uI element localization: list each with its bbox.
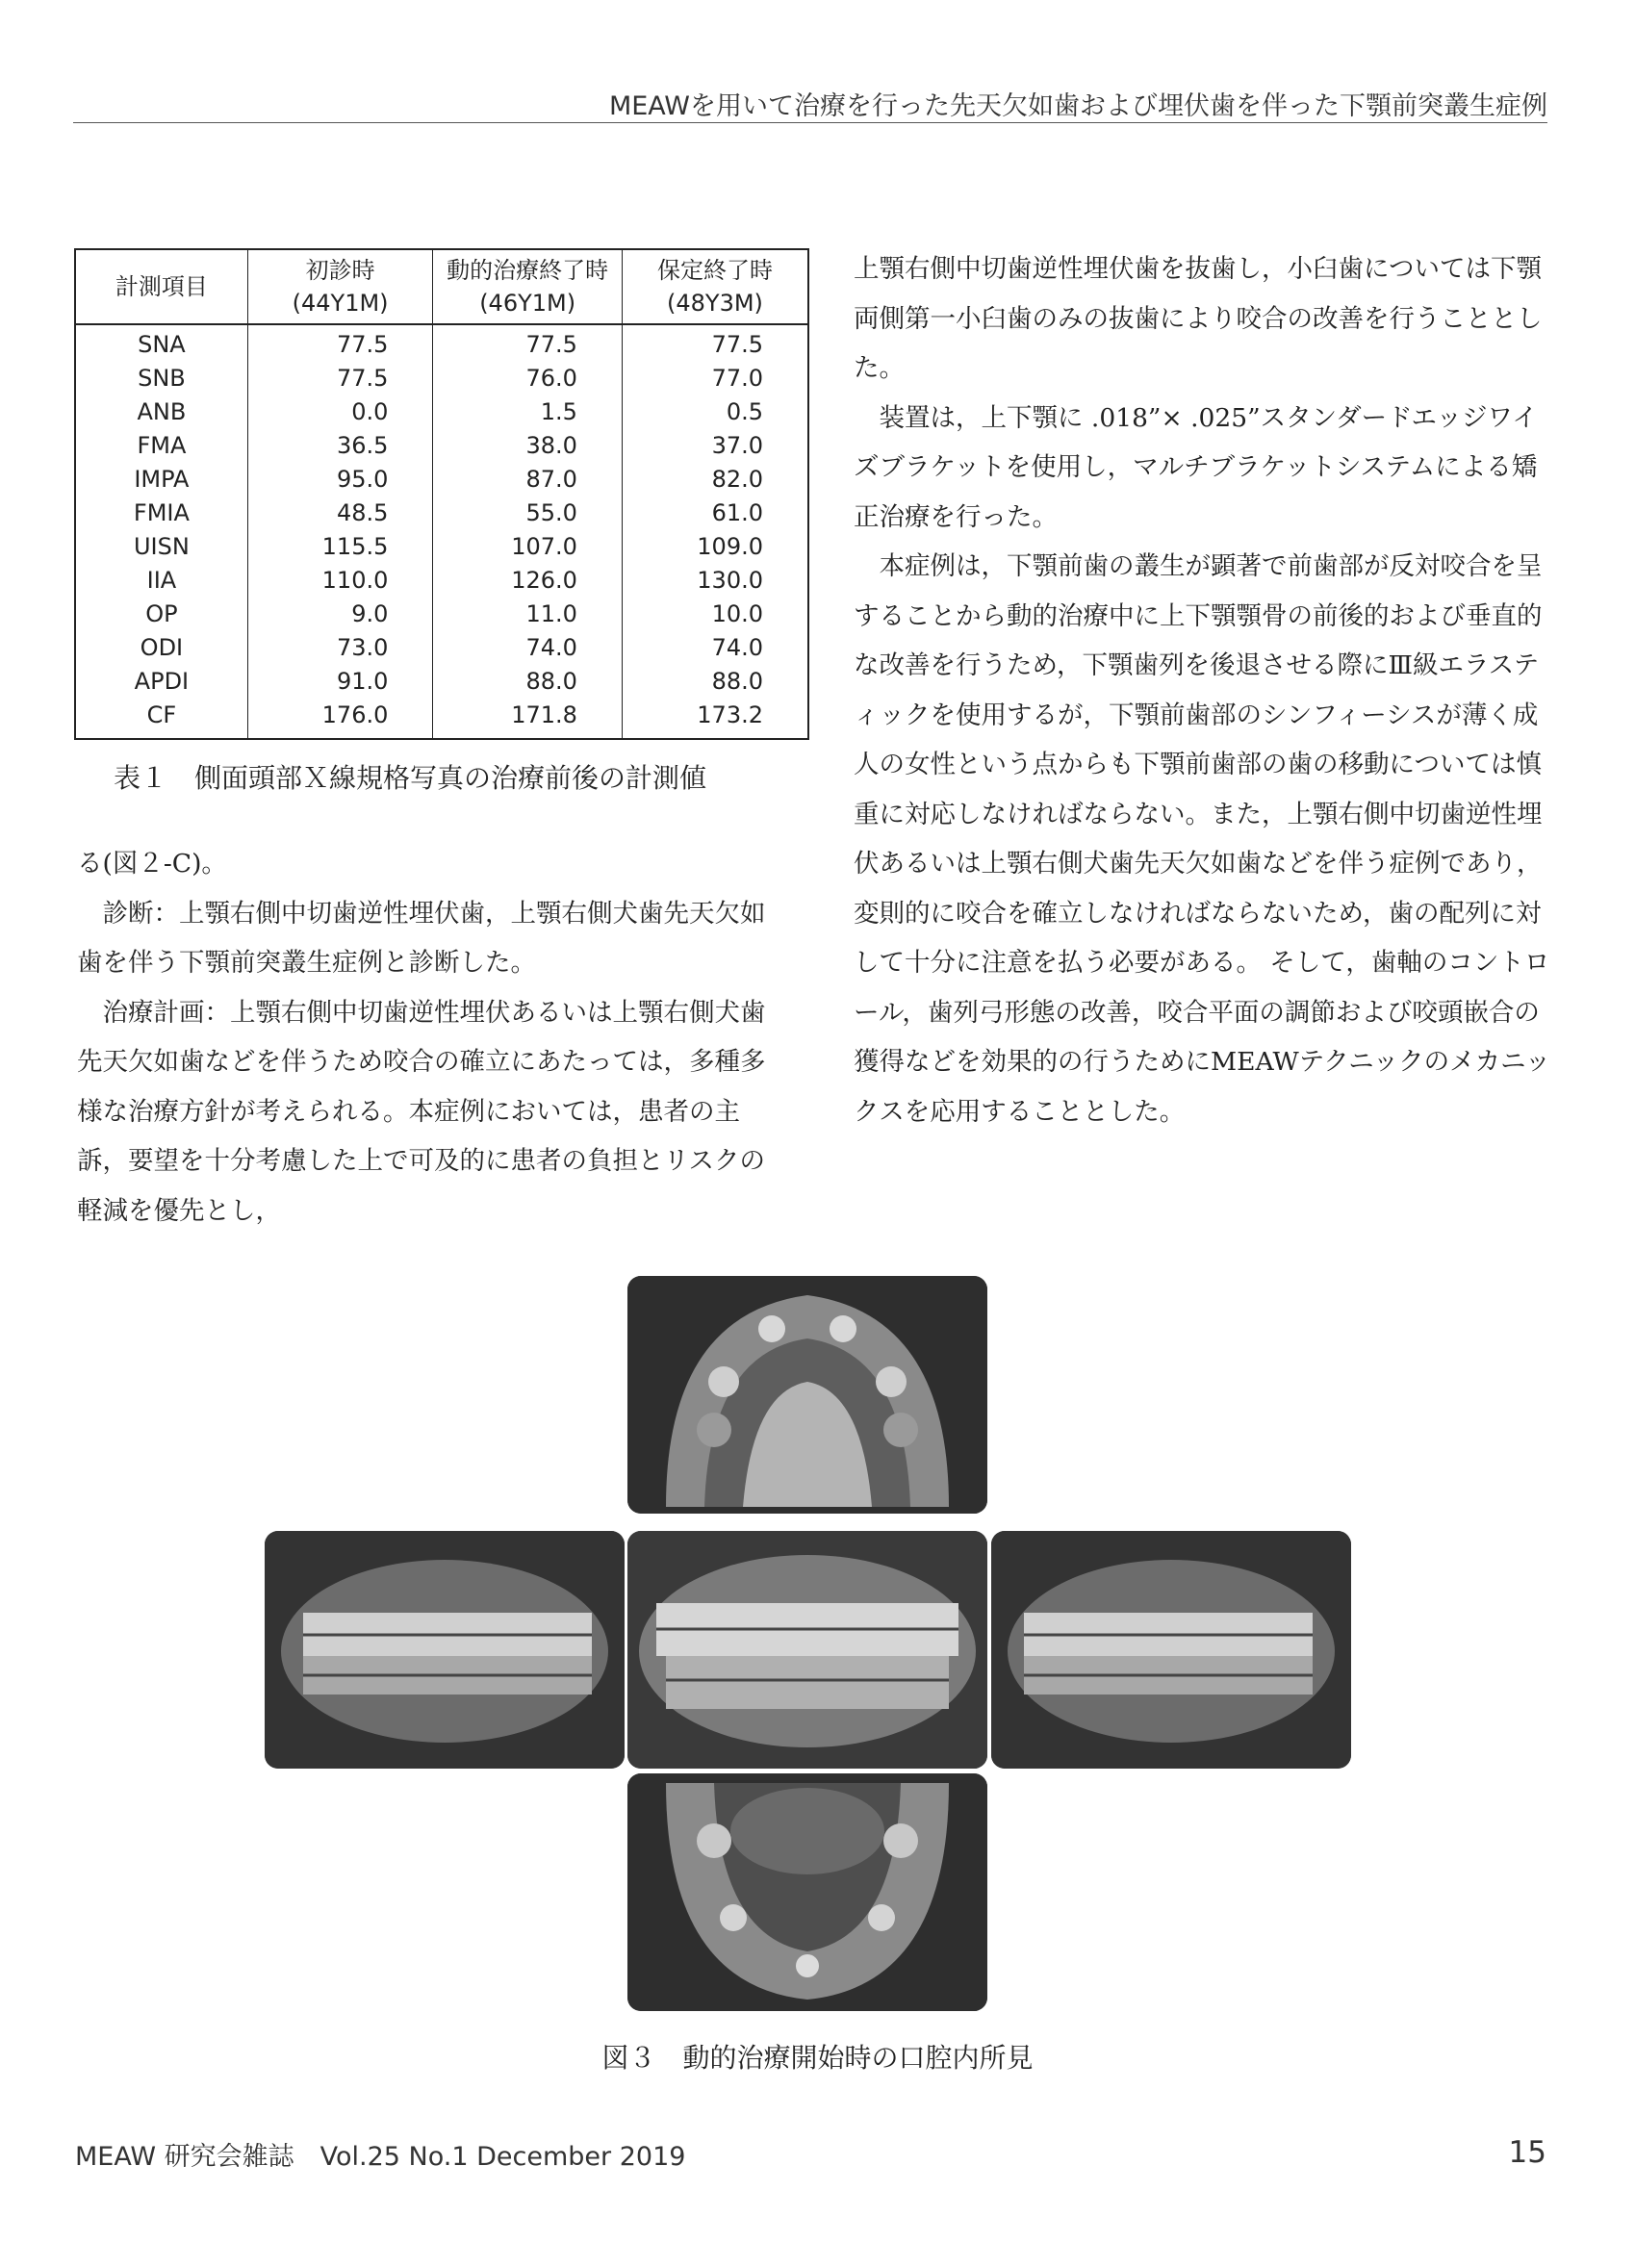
value-initial: 77.5 — [247, 362, 433, 395]
photo-upper-occlusal — [627, 1276, 987, 1514]
value-active-end: 107.0 — [433, 530, 623, 564]
figure-caption: 図３ 動的治療開始時の口腔内所見 — [601, 2042, 1034, 2074]
measurement-item: UISN — [133, 533, 190, 560]
measurement-item: IMPA — [134, 466, 190, 493]
value-retention-end: 0.5 — [622, 395, 808, 429]
value-retention-end: 74.0 — [622, 631, 808, 665]
value-retention-end: 37.0 — [622, 429, 808, 463]
value-initial: 48.5 — [247, 497, 433, 530]
value-initial: 176.0 — [247, 699, 433, 739]
value-active-end: 77.5 — [433, 324, 623, 362]
header-retention-end-age: (48Y3M) — [667, 290, 763, 317]
measurement-item: SNB — [138, 365, 186, 392]
value-retention-end: 10.0 — [622, 598, 808, 631]
measurement-item: APDI — [134, 668, 190, 695]
header-initial — [247, 249, 433, 324]
photo-lower-occlusal — [627, 1773, 987, 2011]
measurement-table-wrap — [74, 248, 809, 740]
measurement-item: CF — [146, 701, 177, 728]
table-row — [75, 395, 808, 429]
value-active-end: 11.0 — [433, 598, 623, 631]
measurement-item: IIA — [146, 567, 177, 594]
value-initial: 115.5 — [247, 530, 433, 564]
value-active-end: 38.0 — [433, 429, 623, 463]
measurement-item: FMA — [137, 432, 187, 459]
table-row — [75, 324, 808, 362]
running-title: MEAWを用いて治療を行った先天欠如歯および埋伏歯を伴った下顎前突叢生症例 — [608, 91, 1547, 121]
value-active-end: 88.0 — [433, 665, 623, 699]
value-initial: 73.0 — [247, 631, 433, 665]
measurement-item: SNA — [138, 331, 186, 358]
left-column — [77, 839, 779, 1236]
value-retention-end: 77.0 — [622, 362, 808, 395]
value-active-end: 74.0 — [433, 631, 623, 665]
value-initial: 9.0 — [247, 598, 433, 631]
table-row — [75, 598, 808, 631]
paragraph: 上顎右側中切歯逆性埋伏歯を抜歯し，小臼歯については下顎両側第一小臼歯のみの抜歯により咬合の改善を行うこととした。 — [854, 254, 1543, 383]
table-row — [75, 631, 808, 665]
table-row — [75, 665, 808, 699]
photo-frontal — [627, 1531, 987, 1769]
table-row — [75, 429, 808, 463]
journal-footer: MEAW 研究会雑誌 Vol.25 No.1 December 2019 — [75, 2142, 686, 2172]
paragraph: 本症例は，下顎前歯の叢生が顕著で前歯部が反対咬合を呈することから動的治療中に上下顎顎骨の前後的および垂直的な改善を行うため，下顎歯列を後退させる際にⅢ級エラスティックを使用するが，下顎前歯部のシンフィーシスが薄く成人の女性という点からも下顎前歯部の歯の移動については慎重に対応しなければならない。また，上顎右側中切歯逆性埋伏あるいは上顎右側犬歯先天欠如歯などを伴う症例であり，変則的に咬合を確立しなければならないため，歯の配列に対して十分に注意を払う必要がある。 そして，歯軸のコントロール，歯列弓形態の改善，咬合平面の調節および咬頭嵌合の獲得などを効果的の行うためにMEAWテクニックのメカニックスを応用することとした。 — [854, 551, 1551, 1127]
header-active-end-age: (46Y1M) — [479, 290, 576, 317]
value-initial: 95.0 — [247, 463, 433, 497]
header-active-end — [433, 249, 623, 324]
measurement-item: OP — [145, 600, 178, 627]
value-active-end: 1.5 — [433, 395, 623, 429]
paragraph: 診断：上顎右側中切歯逆性埋伏歯，上顎右側犬歯先天欠如歯を伴う下顎前突叢生症例と診断した。 — [77, 898, 766, 978]
paragraph: 治療計画：上顎右側中切歯逆性埋伏あるいは上顎右側犬歯先天欠如歯などを伴うため咬合の確立にあたっては，多種多様な治療方針が考えられる。本症例においては，患者の主訴，要望を十分考慮した上で可及的に患者の負担とリスクの軽減を優先とし， — [77, 997, 766, 1226]
value-retention-end: 173.2 — [622, 699, 808, 739]
value-initial: 110.0 — [247, 564, 433, 598]
value-retention-end: 61.0 — [622, 497, 808, 530]
value-active-end: 55.0 — [433, 497, 623, 530]
header-active-end-label: 動的治療終了時 — [447, 257, 609, 284]
value-initial: 0.0 — [247, 395, 433, 429]
header-retention-end-label: 保定終了時 — [656, 257, 773, 284]
table-row — [75, 362, 808, 395]
table-header-row — [75, 249, 808, 324]
measurement-table — [74, 248, 809, 740]
value-initial: 91.0 — [247, 665, 433, 699]
paragraph: る(図２-C)。 — [77, 849, 227, 879]
value-initial: 36.5 — [247, 429, 433, 463]
header-item — [75, 249, 247, 324]
value-initial: 77.5 — [247, 324, 433, 362]
measurement-item: ANB — [137, 398, 187, 425]
table-row — [75, 463, 808, 497]
value-active-end: 171.8 — [433, 699, 623, 739]
table-row — [75, 497, 808, 530]
photo-left-buccal — [991, 1531, 1351, 1769]
photo-right-buccal — [265, 1531, 625, 1769]
header-initial-age: (44Y1M) — [292, 290, 389, 317]
header-initial-label: 初診時 — [305, 257, 375, 284]
header-rule — [73, 122, 1547, 123]
value-retention-end: 82.0 — [622, 463, 808, 497]
measurement-item: ODI — [140, 634, 184, 661]
table-caption: 表１ 側面頭部Ｘ線規格写真の治療前後の計測値 — [114, 762, 707, 794]
value-retention-end: 130.0 — [622, 564, 808, 598]
table-row — [75, 699, 808, 739]
value-active-end: 126.0 — [433, 564, 623, 598]
header-retention-end — [622, 249, 808, 324]
page-number: 15 — [1508, 2135, 1546, 2170]
value-retention-end: 77.5 — [622, 324, 808, 362]
measurement-item: FMIA — [133, 499, 190, 526]
header-item-label: 計測項目 — [115, 273, 208, 300]
value-active-end: 87.0 — [433, 463, 623, 497]
right-column — [854, 244, 1556, 1136]
value-active-end: 76.0 — [433, 362, 623, 395]
value-retention-end: 88.0 — [622, 665, 808, 699]
paragraph: 装置は，上下顎に .018”× .025”スタンダードエッジワイズブラケットを使用し，マルチブラケットシステムによる矯正治療を行った。 — [854, 402, 1538, 532]
table-row — [75, 564, 808, 598]
value-retention-end: 109.0 — [622, 530, 808, 564]
table-row — [75, 530, 808, 564]
